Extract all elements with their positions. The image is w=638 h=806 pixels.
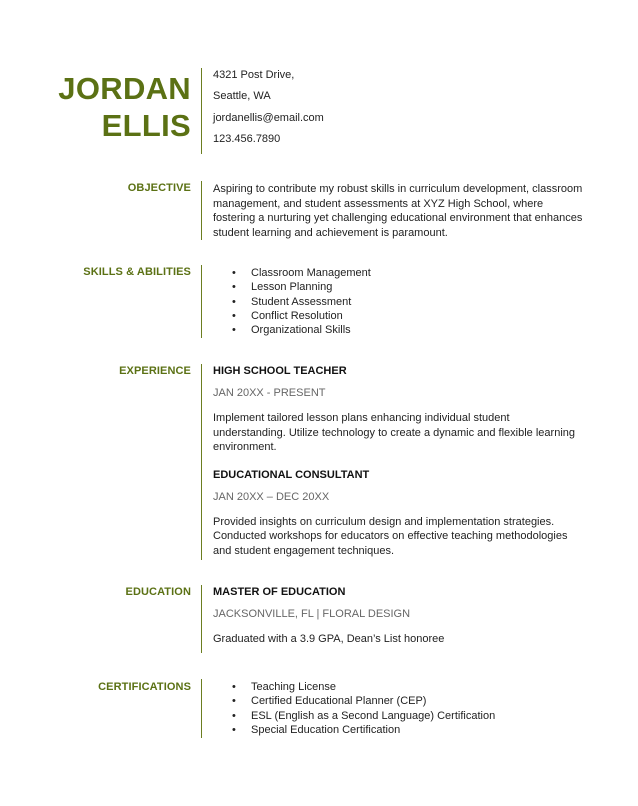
education-note: Graduated with a 3.9 GPA, Dean’s List honoree: [213, 633, 445, 645]
job-entry: [213, 364, 585, 455]
skills-divider: [201, 265, 202, 338]
contact-block: [213, 65, 585, 150]
certifications-divider: [201, 679, 202, 738]
list-item: [213, 280, 585, 294]
bullet-icon: •: [232, 281, 236, 294]
experience-label: EXPERIENCE: [119, 365, 191, 377]
last-name: ELLIS: [101, 108, 191, 143]
bullet-icon: •: [232, 295, 236, 308]
job-dates: JAN 20XX - PRESENT: [213, 387, 326, 399]
contact-city: Seattle, WA: [213, 90, 271, 103]
skill-text: Lesson Planning: [251, 281, 333, 294]
list-item: [213, 723, 585, 737]
experience-block: [213, 364, 585, 558]
contact-phone: 123.456.7890: [213, 132, 281, 145]
education-label: EDUCATION: [125, 586, 191, 598]
list-item: [213, 709, 585, 723]
job-description: Provided insights on curriculum design and implementation strategies. Conducted workshops for educators on effective teaching methodologies and student engagement techniques.: [213, 515, 568, 557]
list-item: [213, 680, 585, 694]
certification-text: Special Education Certification: [251, 723, 401, 736]
list-item: [213, 694, 585, 708]
skill-text: Organizational Skills: [251, 324, 351, 337]
contact-email: jordanellis@email.com: [213, 111, 324, 124]
candidate-name: [58, 70, 191, 144]
skill-text: Student Assessment: [251, 295, 352, 308]
certification-text: ESL (English as a Second Language) Certification: [251, 709, 496, 722]
education-divider: [201, 585, 202, 653]
bullet-icon: •: [232, 267, 236, 279]
objective-label: OBJECTIVE: [127, 182, 191, 194]
job-title: HIGH SCHOOL TEACHER: [213, 365, 347, 377]
job-dates: JAN 20XX – DEC 20XX: [213, 490, 330, 503]
certification-text: Teaching License: [251, 681, 337, 693]
bullet-icon: •: [232, 681, 236, 693]
skills-label: SKILLS & ABILITIES: [83, 266, 191, 278]
list-item: [213, 309, 585, 323]
certification-text: Certified Educational Planner (CEP): [251, 695, 427, 708]
contact-address: 4321 Post Drive,: [213, 69, 295, 81]
skills-list: [213, 266, 585, 337]
job-title: EDUCATIONAL CONSULTANT: [213, 468, 370, 481]
skill-text: Conflict Resolution: [251, 309, 343, 322]
school-line: JACKSONVILLE, FL | FLORAL DESIGN: [213, 608, 411, 620]
list-item: [213, 295, 585, 309]
job-description: Implement tailored lesson plans enhancing individual student understanding. Utilize technology to create a dynamic and flexible learning environment.: [213, 412, 575, 453]
experience-divider: [201, 364, 202, 560]
header-divider: [201, 68, 202, 154]
bullet-icon: •: [232, 723, 236, 736]
job-entry: [213, 468, 585, 559]
first-name: JORDAN: [58, 71, 191, 106]
certifications-list: [213, 680, 585, 737]
certifications-label: CERTIFICATIONS: [98, 681, 191, 693]
degree-title: MASTER OF EDUCATION: [213, 586, 346, 598]
list-item: [213, 323, 585, 337]
education-block: [213, 585, 585, 647]
bullet-icon: •: [232, 324, 236, 337]
skill-text: Classroom Management: [251, 267, 371, 279]
bullet-icon: •: [232, 309, 236, 322]
bullet-icon: •: [232, 695, 236, 708]
objective-divider: [201, 181, 202, 240]
bullet-icon: •: [232, 709, 236, 722]
objective-text: Aspiring to contribute my robust skills in curriculum development, classroom management, and student assessments at XYZ High School, where fostering a nurturing yet challenging educational environment that enhances student learning and achievement is paramount.: [213, 183, 583, 239]
list-item: [213, 266, 585, 280]
